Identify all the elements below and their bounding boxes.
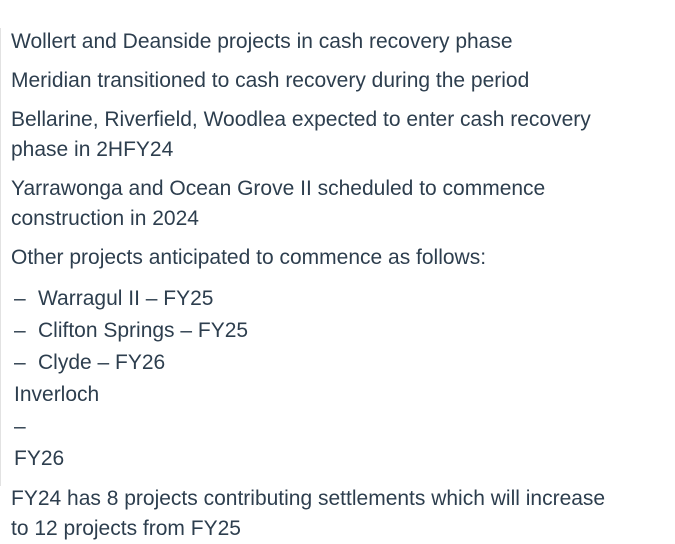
left-edge-divider — [0, 28, 1, 486]
bullet-text: Clyde – FY26 — [38, 351, 166, 374]
text-line: construction in 2024 — [11, 207, 199, 230]
text-line: Wollert and Deanside projects in cash recovery phase — [11, 30, 513, 53]
list-item-inverloch — [14, 379, 673, 475]
list-item-clifton-springs — [14, 315, 673, 347]
bullet-text: Clifton Springs – FY25 — [38, 319, 249, 342]
paragraph-other-projects-intro — [11, 243, 673, 273]
text-line: Bellarine, Riverfield, Woodlea expected to enter cash recovery — [11, 108, 591, 131]
dash-bullet-icon: – — [14, 287, 26, 310]
text-line: to 12 projects from FY25 — [11, 517, 241, 540]
text-line: Meridian transitioned to cash recovery during the period — [11, 69, 530, 92]
dash-bullet-icon: – — [14, 319, 26, 342]
paragraph-meridian — [11, 66, 673, 96]
list-item-clyde — [14, 347, 673, 379]
text-line: phase in 2HFY24 — [11, 138, 174, 161]
paragraph-cash-recovery — [11, 27, 673, 57]
dash-bullet-icon: – — [14, 351, 26, 374]
project-bullet-list — [11, 283, 673, 475]
text-line: FY24 has 8 projects contributing settlements which will increase — [11, 487, 606, 510]
paragraph-fy24-settlements — [11, 484, 673, 544]
paragraph-yarrawonga — [11, 174, 673, 234]
dash-bullet-icon: Inverloch – FY26 — [14, 383, 100, 470]
bullet-text: Warragul II – FY25 — [38, 287, 214, 310]
text-line: Other projects anticipated to commence as follows: — [11, 246, 487, 269]
list-item-warragul — [14, 283, 673, 315]
text-line: Yarrawonga and Ocean Grove II scheduled to commence — [11, 177, 546, 200]
paragraph-bellarine — [11, 105, 673, 165]
